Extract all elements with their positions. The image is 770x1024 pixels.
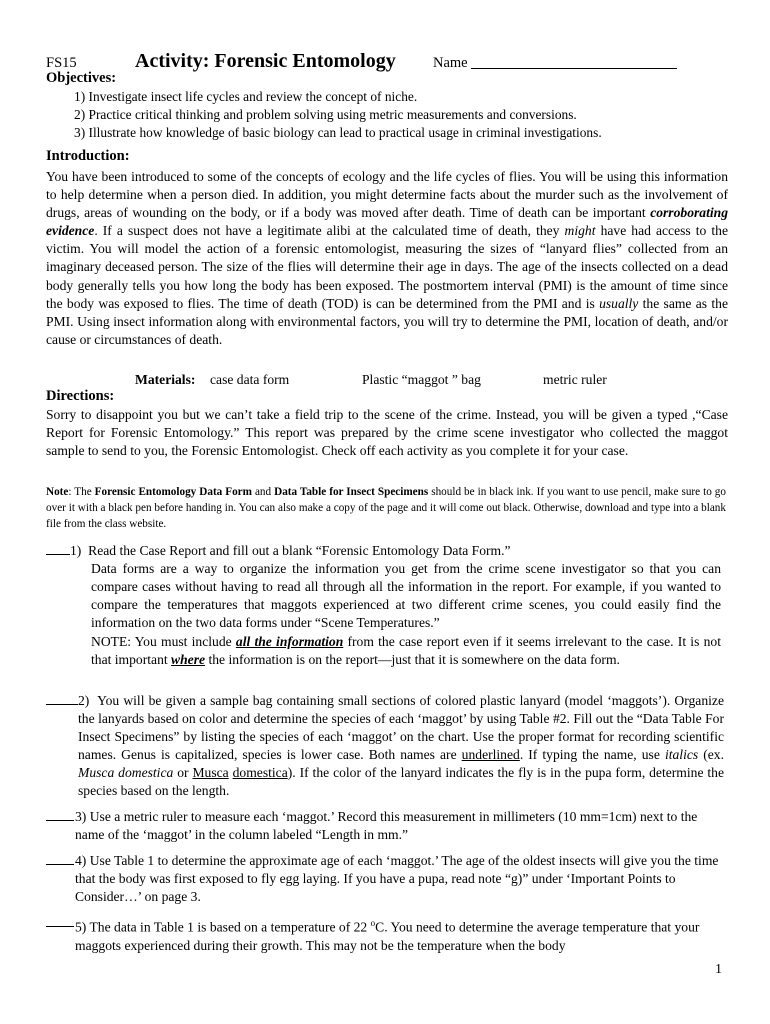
objective-item: 3) Illustrate how knowledge of basic biology can lead to practical usage in criminal investigations. [74,125,602,140]
step-1-body: Data forms are a way to organize the information you get from the crime scene investigator so that you can compare cases without having to read all through all the information in the report. For example, if you wanted to compare the temperatures that maggots experienced at two different crime scenes, you could easily find the information on the two data forms under “Scene Temperatures.” [91,561,721,631]
introduction-heading: Introduction: [46,148,130,164]
ink-note: Note: The Forensic Entomology Data Form and Data Table for Insect Specimens should be in black ink. If you want to use pencil, make sure to go over it with a black pen before handing in. You can also make a copy of the page and it will come out black. Otherwise, download and type into a blank file from the class website. [46,486,726,530]
step-1-checkbox-line[interactable] [46,543,70,555]
introduction-paragraph: You have been introduced to some of the concepts of ecology and the life cycles of flies. You will be using this information to help determine when a person died. In addition, you might determine facts about the murder such as the involvement of drugs, areas of wounding on the body, or if a body was moved after death. Time of death can be important corroborating evidence. If a suspect does not have a legitimate alibi at the calculated time of death, they might have had access to the victim. You will model the action of a forensic entomologist, measuring the sizes of “lanyard flies” collected from an imaginary deceased person. The size of the flies will determine their age in days. The age of the insects collected on a dead body generally tells you how long the body has been exposed. The postmortem interval (PMI) is the amount of time since the body was exposed to flies. The time of death (TOD) is can be determined from the PMI and is usually the same as the PMI. Using insect information along with environmental factors, you will try to determine the PMI, location of death, and/or cause or circumstances of death. [46,169,728,347]
emphasis-text: usually [599,295,639,311]
name-blank-line [471,68,677,69]
page-title: Activity: Forensic Entomology [135,50,396,72]
course-code: FS15 [46,55,77,71]
emphasis-text: might [564,223,596,239]
emphasis-text: where [171,652,206,668]
directions-paragraph: Sorry to disappoint you but we can’t take a field trip to the scene of the crime. Instead, you will be given a typed ,“Case Report for Forensic Entomology.” This report was prepared by the crime scene investigator who collected the maggot sample to send to you, the Forensic Entomologist. Check off each activity as you complete it for your case. [46,407,728,459]
name-label: Name [433,55,468,71]
step-1-note: NOTE: You must include all the information from the case report even if it seems irrelevant to the case. It is not that important where the information is on the report—just that it is somewhere on the data form. [91,634,721,668]
page-number: 1 [715,962,722,977]
emphasis-text: all the information [235,634,344,649]
step-5-checkbox-line[interactable] [46,915,74,927]
objectives-list [74,88,602,142]
objectives-heading: Objectives: [46,70,117,86]
step-5-body: 5) The data in Table 1 is based on a temperature of 22 $^o$C. You need to determine the average temperature that your maggots experienced during their growth. This may not be the temperature when the body [75,918,700,953]
step-3-checkbox-line[interactable] [46,809,74,821]
materials-item: Plastic “maggot ” bag [362,372,481,387]
step-2-body: 2) You will be given a sample bag containing small sections of colored plastic lanyard (model ‘maggots’). Organize the lanyards based on color and determine the species of each ‘maggot’ by using Table #2. Fill out the “Data Table For Insect Specimens” by listing the species of each ‘maggot’ on the chart. Use the proper format for recording scientific names. Genus is capitalized, species is lower case. Both names are underlined. If typing the name, use italics (ex. Musca domestica or Musca domestica). If the color of the lanyard indicates the fly is in the pupa form, determine the species based on the length. [78,693,725,799]
step-4-body: 4) Use Table 1 to determine the approximate age of each ‘maggot.’ The age of the oldest insects will give you the time that the body was first exposed to fly egg laying. If you have a pupa, read note “g)” under ‘Important Points to Consider…’ on page 3. [75,853,719,905]
step-4-checkbox-line[interactable] [46,853,74,865]
materials-label: Materials: [135,372,196,387]
step-1: 1) Read the Case Report and fill out a blank “Forensic Entomology Data Form.” [46,542,728,560]
objective-item: 2) Practice critical thinking and problem solving using metric measurements and conversions. [74,107,577,122]
materials-item: metric ruler [543,372,607,387]
step-2-checkbox-line[interactable] [46,693,78,705]
directions-heading: Directions: [46,388,115,404]
step-3-body: 3) Use a metric ruler to measure each ‘maggot.’ Record this measurement in millimeters (10 mm=1cm) next to the name of the ‘maggot’ in the column labeled “Length in mm.” [75,809,698,843]
objective-item: 1) Investigate insect life cycles and review the concept of niche. [74,89,418,104]
header [46,50,746,74]
emphasis-text: corroborating evidence [46,205,728,239]
materials-item: case data form [210,372,290,387]
